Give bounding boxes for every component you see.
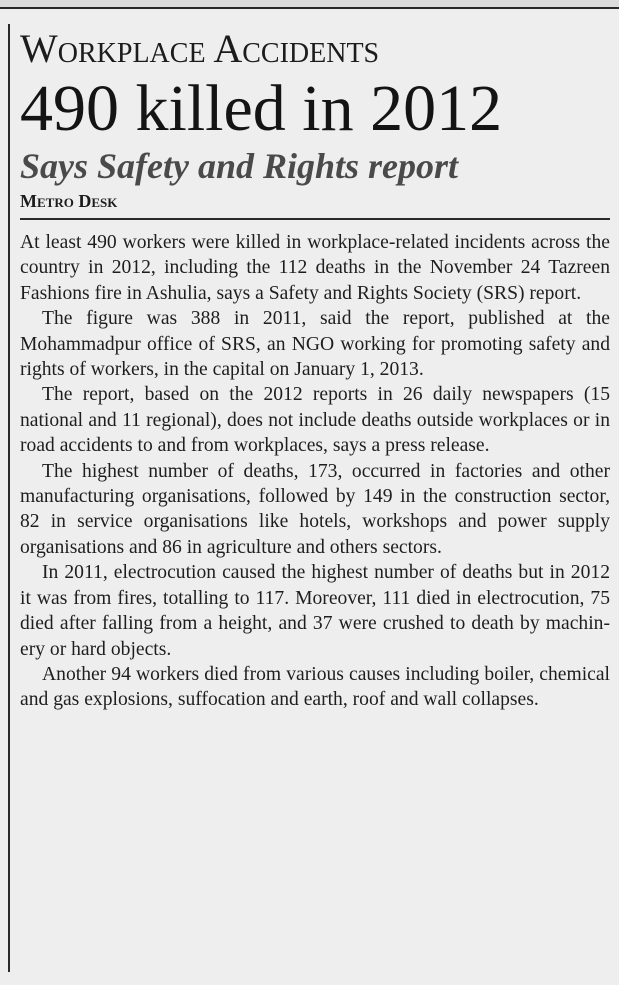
article-subhead: Says Safety and Rights report [20, 146, 459, 186]
article-headline: 490 killed in 2012 [20, 72, 503, 145]
article-paragraph: In 2011, electrocution caused the highest number of deaths but in 2012 it was from fires, totalling to 117. Moreover, 111 died in electrocution, 75 died after falling from a height, and 37 were crushed to death by machinery or hard objects. [20, 562, 610, 660]
article-paragraph: Another 94 workers died from various causes including boiler, chemical and gas explosions, suffocation and earth, roof and wall collapses. [20, 663, 610, 711]
article-paragraph: The highest number of deaths, 173, occurred in factories and other manufacturing organisations, followed by 149 in the construction sector, 82 in service organisations like hotels, workshops and power supply organisations and 86 in agriculture and others sectors. [20, 460, 610, 558]
column-rule [8, 24, 10, 972]
article-paragraph: The report, based on the 2012 reports in 26 daily newspapers (15 national and 11 regional), does not include deaths outside workplaces or in road accidents to and from workplaces, says a press release. [20, 384, 610, 457]
article-kicker: Workplace Accidents [20, 26, 380, 71]
top-rule [0, 0, 619, 9]
article-paragraph: The figure was 388 in 2011, said the report, published at the Mohammadpur office of SRS, an NGO working for promoting safety and rights of workers, in the capital on January 1, 2013. [20, 308, 610, 381]
article-body [20, 230, 610, 713]
article-byline: Metro Desk [20, 190, 610, 220]
article-paragraph: At least 490 workers were killed in workplace-related incidents across the country in 2012, including the 112 deaths in the November 24 Tazreen Fashions fire in Ashulia, says a Safety and Rights Society (SRS) report. [20, 232, 610, 304]
article [20, 26, 610, 713]
